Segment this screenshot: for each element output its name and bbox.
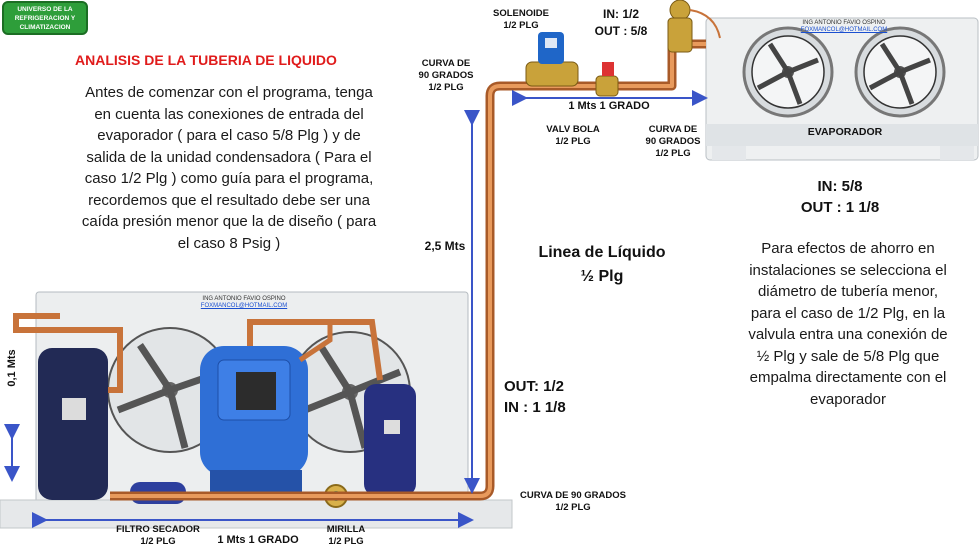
intro-line: el caso 8 Psig ): [177, 234, 281, 252]
note-line: para el caso de 1/2 Plg, en la: [750, 304, 946, 322]
label-valve-io: [582, 6, 660, 40]
intro-line: recordemos que el resultado debe ser una: [88, 191, 370, 209]
label-line: ½ Plg: [580, 268, 624, 285]
evaporator-unit: [706, 18, 978, 160]
note-line: empalma directamente con el: [749, 369, 947, 386]
label-line: 1/2 PLG: [503, 20, 539, 31]
label-line: VALV BOLA: [546, 124, 600, 135]
label-line: 1/2 PLG: [328, 536, 364, 547]
note-line: ½ Plg y sale de 5/8 Plg que: [756, 347, 940, 365]
label-curva-bottom: [508, 490, 638, 514]
label-line: 90 GRADOS: [418, 70, 474, 81]
label-line: CURVA DE 90 GRADOS: [520, 490, 626, 501]
credit-line: ING ANTONIO FAVIO OSPINO: [802, 20, 886, 26]
intro-line: caso 1/2 Plg ) como guía para el programa,: [84, 170, 374, 187]
intro-line: Antes de comenzar con el programa, tenga: [85, 84, 373, 101]
brand-badge: [2, 1, 88, 35]
intro-paragraph: [48, 82, 410, 254]
intro-line: salida de la unidad condensadora ( Para el: [86, 148, 372, 166]
label-line: IN: 5/8: [817, 178, 863, 195]
page-title: ANALISIS DE LA TUBERIA DE LIQUIDO: [75, 52, 337, 68]
label-line: OUT: 1/2: [504, 378, 565, 395]
intro-line: caída presión menor que la de diseño ( para: [81, 213, 377, 230]
label-line: 1/2 PLG: [555, 502, 591, 513]
note-paragraph: [718, 238, 978, 410]
label-short-length: 0,1 Mts: [6, 349, 18, 387]
label-bottom-length: 1 Mts 1 GRADO: [217, 534, 299, 546]
badge-line: UNIVERSO DE LA: [17, 6, 73, 13]
label-line: IN : 1 1/8: [504, 399, 566, 416]
label-line: 1/2 PLG: [655, 148, 691, 159]
ball-valve: [596, 62, 618, 96]
credit-email: FOXMANCOL@HOTMAIL.COM: [800, 27, 888, 33]
label-line: 1/2 PLG: [140, 536, 176, 547]
label-line: OUT : 1 1/8: [800, 199, 880, 216]
label-mirilla: [314, 524, 378, 548]
credit-line: ING ANTONIO FAVIO OSPINO: [202, 296, 286, 302]
condenser-credit: [184, 296, 304, 310]
label-curva-top-right: [638, 124, 708, 160]
label-line: 1/2 PLG: [555, 136, 591, 147]
label-evaporador: EVAPORADOR: [807, 126, 883, 138]
label-line: IN: 1/2: [602, 7, 639, 21]
credit-email: FOXMANCOL@HOTMAIL.COM: [200, 303, 288, 309]
note-line: instalaciones se selecciona el: [749, 261, 947, 279]
label-curva-top-left: [412, 58, 480, 94]
label-valv-bola: [538, 124, 608, 148]
label-line: 90 GRADOS: [645, 136, 701, 147]
label-evap-io: [770, 176, 910, 218]
note-line: evaporador: [810, 390, 886, 408]
label-line: Linea de Líquido: [538, 244, 666, 261]
note-line: valvula entra una conexión de: [748, 326, 948, 343]
label-line: MIRILLA: [326, 524, 366, 535]
label-top-length: 1 Mts 1 GRADO: [568, 100, 650, 112]
badge-line: CLIMATIZACION: [19, 24, 71, 31]
label-line: CURVA DE: [648, 124, 698, 135]
intro-line: en cuenta las conexiones de entrada del: [94, 105, 364, 123]
label-line: SOLENOIDE: [493, 8, 549, 19]
label-line: FILTRO SECADOR: [116, 524, 200, 535]
suction-accumulator: [364, 384, 416, 496]
intro-line: evaporador ( para el caso 5/8 Plg ) y de: [97, 127, 361, 144]
label-line: 1/2 PLG: [428, 82, 464, 93]
label-line: OUT : 5/8: [594, 24, 648, 38]
solenoid-valve: [526, 32, 578, 86]
badge-line: REFRIGERACION Y: [14, 15, 76, 22]
label-linea-liquido: [512, 241, 692, 289]
liquid-receiver: [38, 348, 108, 500]
evaporator-credit: [784, 20, 904, 34]
note-line: Para efectos de ahorro en: [761, 240, 935, 257]
label-filtro: [108, 524, 208, 548]
note-line: diámetro de tubería menor,: [757, 283, 939, 300]
label-cond-io: [504, 376, 600, 418]
label-vertical-length: 2,5 Mts: [424, 239, 466, 253]
label-line: CURVA DE: [421, 58, 471, 69]
label-solenoide: [484, 8, 558, 32]
